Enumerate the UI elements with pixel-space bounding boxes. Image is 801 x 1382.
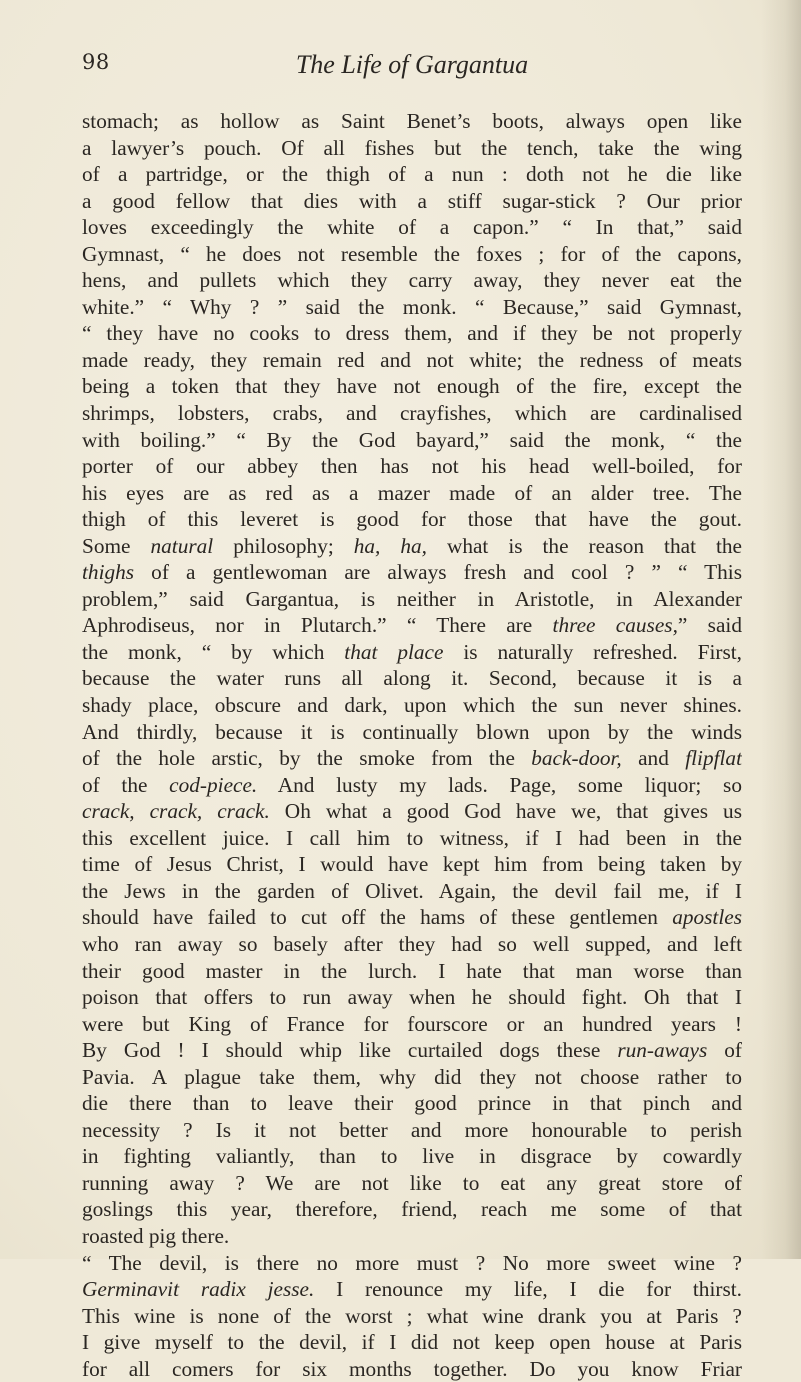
- body-text: [82, 108, 742, 1382]
- text-line: [82, 1037, 742, 1064]
- text-line: [82, 1196, 742, 1223]
- running-title: The Life of Gargantua: [295, 50, 529, 79]
- italic-text-segment: three causes,: [552, 613, 678, 638]
- text-segment: Some: [82, 533, 151, 558]
- text-segment: should have failed to cut off the hams of these gentlemen: [82, 905, 673, 930]
- text-line: [82, 745, 742, 772]
- text-segment: because the water runs all along it. Second, because it is a: [82, 666, 742, 691]
- text-segment: is naturally refreshed. First,: [443, 639, 742, 664]
- text-segment: “ The devil, is there no more must ? No more sweet wine ?: [82, 1250, 742, 1275]
- text-line: [82, 1250, 742, 1277]
- italic-text-segment: back-door,: [531, 746, 622, 771]
- text-line: [82, 533, 742, 560]
- text-segment: running away ? We are not like to eat any great store of: [82, 1170, 742, 1195]
- text-line: [82, 958, 742, 985]
- italic-text-segment: Germinavit radix jesse.: [82, 1277, 315, 1302]
- text-segment: By God ! I should whip like curtailed dogs these: [82, 1038, 618, 1063]
- text-segment: roasted pig there.: [82, 1223, 230, 1248]
- text-segment: I give myself to the devil, if I did not keep open house at Paris: [82, 1330, 742, 1355]
- text-segment: what is the reason that the: [426, 533, 742, 558]
- text-line: [82, 1170, 742, 1197]
- text-line: [82, 559, 742, 586]
- text-line: [82, 188, 742, 215]
- text-segment: die there than to leave their good prince in that pinch and: [82, 1091, 742, 1116]
- italic-text-segment: run-aways: [617, 1038, 708, 1063]
- italic-text-segment: that place: [344, 639, 444, 664]
- italic-text-segment: thighs: [82, 560, 135, 585]
- italic-text-segment: natural: [150, 533, 214, 558]
- text-line: [82, 506, 742, 533]
- text-segment: the monk, “ by which: [82, 639, 345, 664]
- text-segment: the Jews in the garden of Olivet. Again, the devil fail me, if I: [82, 878, 742, 903]
- text-line: [82, 1143, 742, 1170]
- text-line: [82, 825, 742, 852]
- page-header: [82, 50, 742, 84]
- text-segment: white.” “ Why ? ” said the monk. “ Because,” said Gymnast,: [82, 294, 742, 319]
- text-segment: goslings this year, therefore, friend, reach me some of that: [82, 1197, 742, 1222]
- text-segment: this excellent juice. I call him to witness, if I had been in the: [82, 825, 742, 850]
- text-segment: necessity ? Is it not better and more honourable to perish: [82, 1117, 742, 1142]
- text-line: [82, 347, 742, 374]
- italic-text-segment: cod-piece.: [169, 772, 258, 797]
- text-segment: shrimps, lobsters, crabs, and crayfishes, which are cardinalised: [82, 401, 742, 426]
- text-segment: made ready, they remain red and not white; the redness of meats: [82, 347, 742, 372]
- page-number: 98: [82, 50, 110, 74]
- text-segment: loves exceedingly the white of a capon.” “ In that,” said: [82, 215, 742, 240]
- text-segment: problem,” said Gargantua, is neither in Aristotle, in Alexander: [82, 586, 742, 611]
- text-line: [82, 427, 742, 454]
- text-line: [82, 294, 742, 321]
- text-line: [82, 1090, 742, 1117]
- text-line: [82, 851, 742, 878]
- text-segment: And lusty my lads. Page, some liquor; so: [257, 772, 742, 797]
- text-line: [82, 400, 742, 427]
- text-line: [82, 241, 742, 268]
- text-segment: were but King of France for fourscore or an hundred years !: [82, 1011, 742, 1036]
- text-segment: And thirdly, because it is continually blown upon by the winds: [82, 719, 742, 744]
- text-segment: This wine is none of the worst ; what wine drank you at Paris ?: [82, 1303, 742, 1328]
- italic-text-segment: ha, ha,: [353, 533, 427, 558]
- text-segment: poison that offers to run away when he should fight. Oh that I: [82, 985, 742, 1010]
- text-segment: Gymnast, “ he does not resemble the foxes ; for of the capons,: [82, 241, 742, 266]
- italic-text-segment: flipflat: [685, 746, 742, 771]
- text-line: [82, 692, 742, 719]
- text-line: [82, 984, 742, 1011]
- text-segment: hens, and pullets which they carry away, they never eat the: [82, 268, 742, 293]
- text-line: [82, 453, 742, 480]
- text-line: [82, 931, 742, 958]
- text-line: [82, 878, 742, 905]
- page-edge-shadow: [761, 0, 801, 1259]
- text-line: [82, 639, 742, 666]
- text-segment: Pavia. A plague take them, why did they not choose rather to: [82, 1064, 742, 1089]
- text-segment: with boiling.” “ By the God bayard,” said the monk, “ the: [82, 427, 742, 452]
- text-segment: being a token that they have not enough of the fire, except the: [82, 374, 742, 399]
- text-segment: thigh of this leveret is good for those that have the gout.: [82, 507, 742, 532]
- text-segment: of a partridge, or the thigh of a nun : doth not he die like: [82, 162, 742, 187]
- text-segment: Oh what a good God have we, that gives us: [269, 799, 742, 824]
- text-line: [82, 612, 742, 639]
- text-line: [82, 1064, 742, 1091]
- text-segment: and: [621, 746, 686, 771]
- text-segment: stomach; as hollow as Saint Benet’s boots, always open like: [82, 109, 742, 133]
- text-line: [82, 1276, 742, 1303]
- text-segment: a good fellow that dies with a stiff sugar-stick ? Our prior: [82, 188, 742, 213]
- text-line: [82, 214, 742, 241]
- text-segment: porter of our abbey then has not his head well-boiled, for: [82, 454, 742, 479]
- text-line: [82, 161, 742, 188]
- text-line: [82, 1011, 742, 1038]
- text-segment: “ they have no cooks to dress them, and if they be not properly: [82, 321, 742, 346]
- text-segment: who ran away so basely after they had so well supped, and left: [82, 931, 742, 956]
- text-segment: time of Jesus Christ, I would have kept him from being taken by: [82, 852, 742, 877]
- text-segment: of the: [82, 772, 170, 797]
- text-line: [82, 480, 742, 507]
- text-segment: their good master in the lurch. I hate that man worse than: [82, 958, 742, 983]
- text-line: [82, 1329, 742, 1356]
- text-line: [82, 1303, 742, 1330]
- text-line: [82, 586, 742, 613]
- text-segment: philosophy;: [213, 533, 354, 558]
- text-line: [82, 373, 742, 400]
- text-segment: of: [707, 1038, 742, 1063]
- italic-text-segment: apostles: [672, 905, 742, 930]
- text-segment: I renounce my life, I die for thirst.: [314, 1277, 742, 1302]
- text-line: [82, 320, 742, 347]
- italic-text-segment: crack, crack, crack.: [82, 799, 270, 824]
- text-segment: his eyes are as red as a mazer made of an alder tree. The: [82, 480, 742, 505]
- text-segment: a lawyer’s pouch. Of all fishes but the tench, take the wing: [82, 135, 742, 160]
- text-line: [82, 798, 742, 825]
- text-segment: for all comers for six months together. Do you know Friar: [82, 1356, 742, 1381]
- text-segment: ” said: [677, 613, 742, 638]
- text-line: [82, 1223, 742, 1250]
- text-line: [82, 108, 742, 135]
- text-segment: shady place, obscure and dark, upon which the sun never shines.: [82, 693, 742, 718]
- text-line: [82, 267, 742, 294]
- text-line: [82, 665, 742, 692]
- text-line: [82, 1117, 742, 1144]
- text-segment: Aphrodiseus, nor in Plutarch.” “ There are: [82, 613, 553, 638]
- text-line: [82, 135, 742, 162]
- text-line: [82, 904, 742, 931]
- text-line: [82, 772, 742, 799]
- text-segment: in fighting valiantly, than to live in disgrace by cowardly: [82, 1144, 742, 1169]
- text-line: [82, 1356, 742, 1382]
- text-line: [82, 719, 742, 746]
- text-segment: of the hole arstic, by the smoke from the: [82, 746, 532, 771]
- text-segment: of a gentlewoman are always fresh and cool ? ” “ This: [134, 560, 742, 585]
